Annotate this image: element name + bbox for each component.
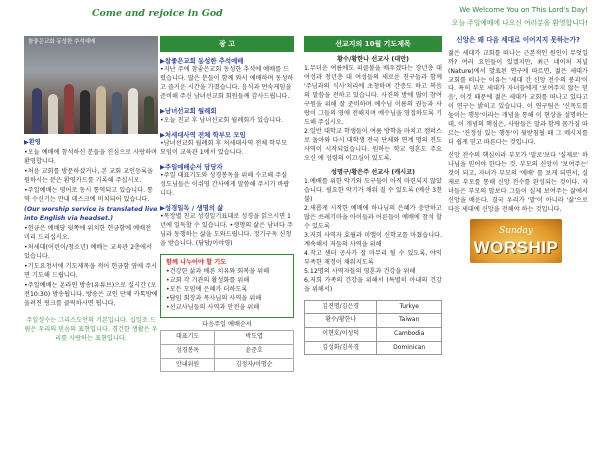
table-cell: Turkye [377, 300, 442, 314]
table-cell: Dominican [377, 341, 442, 355]
person-figure [80, 90, 90, 134]
next-week-table [160, 330, 294, 372]
missions-title: 선교지의 10월 기도제목 [304, 36, 442, 52]
table-row [305, 314, 442, 328]
table-cell: Cambodia [377, 328, 442, 342]
mission-item: 5.12명의 사역자들의 영혼과 건강을 위해 [304, 267, 416, 275]
table-row [161, 331, 294, 345]
announcement-heading: ▶남녀선교회 월례회 [160, 107, 217, 116]
announcement-body: •오늘 친교 후 남녀선교회 월례회가 있습니다. [160, 116, 284, 124]
mission-item: 2.일반 대학교 학생들이 여름 방학을 마치고 캠퍼스로 돌아와 다시 대학생 전국 단체와 연계 명의 전도 사역이 시작되었습니다. 원하는 학교 영혼도 주요 오신 에 성령의 이끄심이 있도록. [304, 128, 442, 162]
prayer-item: •교회 각 기관의 활성화를 위해 [166, 277, 250, 285]
announcement-body: •남녀선교회 월례회 후 처세대사역 전체 학부모 모임이 교육관 1에서 있습니다. [160, 139, 288, 156]
person-figure [112, 92, 122, 134]
mission-item: 1.무더운 여름에도 피클볼을 배우겠다는 장년층 대 여성과 청년층 대 여성들의 새로운 친구들과 함께 '주님과의 식사'처리에 초청하며 간증도 하고 복음의 말씀을 전하고 있습니다. 사진의 방에 많이 참여 구원을 위해 잘 준비하며 예수님 이름의 권능과 사랑이 그들의 영에 전해지며 예수님을 영접하도록 기도해 주십시오. [304, 65, 442, 127]
header-welcome-ko: 오늘 주일예배에 나오신 여러분을 환영합니다! [451, 19, 588, 27]
prayer-item: •선교사님들의 사역과 안전을 위해 [166, 304, 260, 312]
welcome-item: •처음 교회를 방문하셨거나, 본 교회 교인등록을 원하시는 분은 환영카드를 기록해 주십시오. [24, 167, 154, 184]
column-announcements [160, 36, 294, 372]
mission-item: 4.작고 센터 공사가 잘 마무리 될 수 있도록, 야익 부족한 재정이 채워지도록 [304, 249, 442, 266]
mission-item: 3.저희 사역자 효윌과 미엘이 신학교를 마쳤습니다. 계속해서 저들의 사역을 위해 [304, 231, 442, 248]
table-cell: 윤준호 [215, 344, 294, 358]
service-photo [24, 36, 158, 134]
header [0, 0, 600, 40]
table-row [305, 341, 442, 355]
photo-caption: 참좋은교회 동성한 추석예배 [28, 39, 96, 45]
logo-word: WORSHIP [473, 238, 559, 258]
person-figure [48, 94, 58, 134]
prayer-box [160, 254, 294, 318]
table-cell: 박도엽 [215, 331, 294, 345]
welcome-item: •처세대(어린이/청소년) 예배는 교육관 2층에서 있습니다. [24, 243, 152, 260]
announcements-title: 광 고 [160, 36, 294, 52]
table-cell: Taiwan [377, 314, 442, 328]
welcome-item-english: (Our worship service is translated live into English via headset.) [24, 205, 158, 222]
essay-paragraph: 신앙 전수의 핵심이라 부모가 '말로'보다 '실제로' 하나님을 믿어야 한다는 것. 부모의 신앙이 '보여주는' 것이 되고, 자녀가 부모의 '예배' 를 보게 되면서, 실제로 부모를 통해 신앙 전수를 완성되는 것이다. 자녀들은 부모의 말보다 그들이 실제 보여주는 삶에서 신앙을 배운다. 결국 우리가 '말'이 아니라 '삶'으로 다음 세대에 신앙을 전해야 하는 것입니다. [448, 152, 588, 214]
table-row [161, 344, 294, 358]
next-week-title: 다음주일 예배순서 [202, 321, 252, 329]
welcome-item: •헌금은 예배당 뒷쪽에 위치한 헌금함에 예배전 미리 드리십시오. [24, 224, 152, 241]
announcement-body: •주일 대표기도와 성경봉독을 위해 수고해 주실 성도님들은 이쉬영 간사에게 말씀해 주시기 바랍니다. [160, 172, 290, 198]
person-figure [64, 84, 74, 134]
mission-heading: 황수/황한나 선교사 (대만) [337, 56, 409, 64]
table-cell: 김정자/이명순 [215, 358, 294, 372]
person-figure [128, 88, 138, 134]
table-cell: 김성화/김옥경 [305, 341, 377, 355]
prayer-item: •담임 회장과 목사님의 사역을 위해 [166, 295, 262, 303]
column-welcome [24, 36, 164, 344]
mission-item: 2.새롭게 시작한 예배에 하나님의 은혜가 충만하고 많은 쓰레기마을 아이들과 어른들이 예배에 참석 할 수 있도록 [304, 204, 442, 230]
logo-script: Sunday [499, 226, 533, 237]
welcome-heading: ▶환영 [24, 139, 41, 146]
person-figure [144, 96, 154, 134]
header-welcome-en: We Welcome You on This Lord's Day! [459, 6, 588, 14]
prayer-item: •건강한 삶과 배른 치유와 회복을 위해 [166, 268, 270, 276]
welcome-item: •오늘 예배에 참석하신 분들을 진심으로 사랑하며 환영합니다. [24, 148, 158, 165]
essay-title: 신앙은 왜 다음 세대로 이어지지 못하는가? [456, 36, 580, 44]
welcome-item: •주일예배는 온라인 방송(유튜브)으로 실시간 (오전10:30) 방송됩니다. 방송은 교인 단체 카톡방에 올려진 링크를 클릭하시면 됩니다. [24, 281, 158, 307]
announcement-heading: ▶성경일독 / 생명의 삶 [160, 204, 224, 213]
missionary-table [304, 300, 442, 356]
announcement-body: •목장별 친교 성경일기표대로 성경을 읽으시면 1년에 일독할 수 있습니다. •생명의 삶은 남녀다 주님과 동행하는 삶을 도와드립니다. 정기구독 신청을 받습니다. (담당/이야영) [160, 213, 293, 248]
table-row [161, 358, 294, 372]
table-cell: 성경봉독 [161, 344, 215, 358]
person-figure [96, 86, 106, 134]
mission-item: 1.예배를 위한 악기와 도구들이 아직 마련되지 않았습니다. 필요한 악기가 채워 질 수 있도록 (예산 3천불) [304, 177, 442, 203]
table-cell: 안내위원 [161, 358, 215, 372]
announcement-body: •지난 주에 참좋은교회 동성한 추석에 예배를 드렸습니다. 많은 분들이 함께 와서 예배하며 동성하고 즐거운 시간을 가졌습니다. 음식과 먼숙게임을 준비해 주신 남녀선교회 회원들께 감사드립니다. [160, 66, 294, 101]
header-title: Come and rejoice in God [92, 8, 223, 19]
essay-paragraph: 젊은 세대가 교회를 떠나는 근본적인 원인이 무엇일까? 여러 요인들이 있겠지만, 최근 네이처 저널(Nature)에서 발표된 연구에 따르면, 젊은 세대가 교회를 떠나는 이유는 '세대 간 신앙 전수의 붕괴'이다. 특히 부모 세대가 자녀들에게 '보여주지 않는 믿음', 이것 때문에 젊은 세대가 교회를 떠나고 있다고 이 연구는 밝히고 있습니다. 이 연구팀은 '신목도를 높이는 행동'이라는 개념을 통해 이 현상을 설명하는데, 이 개념의 핵심은, 사람들은 말과 함께 몸가짐 따르는 '진정성 있는 행동'이 뒷받침될 때 그 메시지를 더 쉽게 믿고 따른다는 것입니다. [448, 49, 588, 147]
table-cell: 황수/황한나 [305, 314, 377, 328]
mission-heading: 성명구/황은주 선교사 (캐시코) [331, 168, 415, 176]
person-figure [32, 88, 42, 134]
sunday-worship-logo [470, 219, 562, 263]
footer-note: 주일성수는 그리스도인의 기본입니다. 십일조 드림은 우리의 믿음의 표현입니다. 경건한 생활은 우리를 사랑하는 표현입니다. [24, 316, 158, 342]
announcement-heading: ▶주일예배순서 담당자 [160, 162, 223, 171]
table-row [305, 328, 442, 342]
prayer-title: 함께 나누어야 할 기도 [166, 259, 227, 267]
table-cell: 이현호/이성덕 [305, 328, 377, 342]
welcome-item: •주일예배는 영어로 동시 통역되고 있습니다. 통역 수신기는 안내 데스크에 비치되어 있습니다. [24, 186, 154, 203]
announcement-heading: ▶참좋은교회 동성한 추석예배 [160, 57, 244, 66]
table-cell: 김진명/김은경 [305, 300, 377, 314]
column-missions [304, 36, 442, 355]
table-cell: 대표기도 [161, 331, 215, 345]
announcement-heading: ▶처세대사역 전체 학부모 모임 [160, 130, 246, 139]
prayer-item: •모든 모임에 은혜가 더하도록 [166, 286, 248, 294]
mission-item: 6.저희 가족의 건강을 위해서 (특별히 아내의 건강을 위해서) [304, 276, 442, 293]
welcome-item: •기도요청서에 기도제목을 적어 헌금함 옆에 주시면 기도해 드립니다. [24, 262, 158, 279]
column-essay [448, 36, 588, 263]
table-row [305, 300, 442, 314]
